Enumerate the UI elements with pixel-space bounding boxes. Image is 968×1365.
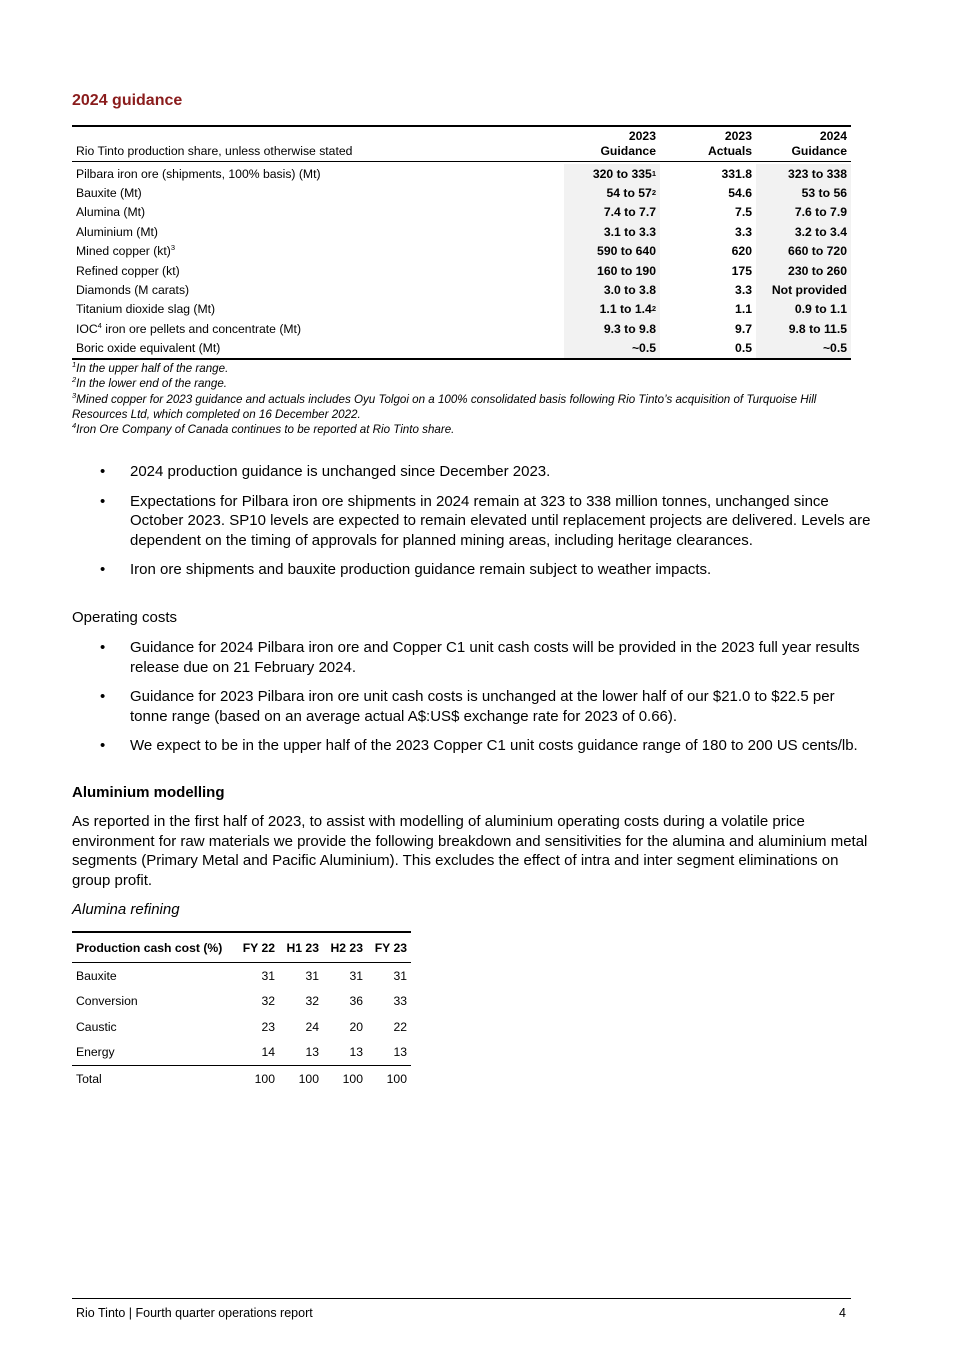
- cell-value: 36: [349, 994, 363, 1009]
- table-body: [72, 162, 851, 360]
- cell-2023-guidance: 320 to 335 1: [564, 164, 660, 183]
- operating-costs-heading: Operating costs: [72, 609, 178, 626]
- footer-title: Rio Tinto | Fourth quarter operations report: [76, 1306, 313, 1320]
- row-label: Conversion: [76, 994, 138, 1009]
- cell-value: 32: [305, 994, 319, 1009]
- footnote-text: Mined copper for 2023 guidance and actuals includes Oyu Tolgoi on a 100% consolidated basis following Rio Tinto’s acquisition of Turquoise Hill Resources Ltd, which completed on 16 December 2022.: [72, 392, 817, 421]
- table-row: [72, 183, 851, 202]
- footnote-number: 2: [72, 375, 77, 385]
- row-label-text: Aluminium (Mt): [76, 224, 158, 239]
- cell-value: 33: [393, 994, 407, 1009]
- cell-2023-actuals: 331.8: [721, 166, 752, 181]
- alumina-header-cell: H1 23: [286, 940, 319, 955]
- footnote-number: 1: [72, 360, 77, 370]
- bullet-item: [72, 462, 872, 482]
- bullet-text: We expect to be in the upper half of the 2023 Copper C1 unit costs guidance range of 180 to 200 US cents/lb.: [130, 737, 858, 754]
- header-line: 2023: [724, 129, 752, 143]
- cell-value: 7.4 to 7.7: [603, 205, 656, 220]
- bullet-text: 2024 production guidance is unchanged since December 2023.: [130, 463, 551, 480]
- header-label: Rio Tinto production share, unless otherwise stated: [76, 144, 353, 158]
- header-line: Guidance: [600, 144, 656, 158]
- cell-2024-guidance: 9.8 to 11.5: [756, 319, 851, 338]
- header-2023-guidance: [564, 129, 660, 161]
- cell-2023-actuals: 175: [731, 263, 752, 278]
- row-label-text: Bauxite (Mt): [76, 186, 142, 201]
- row-label-text: IOC: [76, 321, 98, 336]
- cell-value: 31: [261, 968, 275, 983]
- footnotes: [72, 361, 862, 437]
- row-label: Caustic: [76, 1019, 117, 1034]
- row-label: Total: [76, 1071, 102, 1086]
- table-row: [72, 242, 851, 261]
- cell-value: 100: [386, 1071, 407, 1086]
- cell-2023-actuals: 620: [731, 244, 752, 259]
- table-row: [72, 164, 851, 183]
- footer-rule: [72, 1298, 851, 1299]
- table-row: [72, 261, 851, 280]
- row-label-text: Alumina (Mt): [76, 205, 146, 220]
- header-line: 2023: [628, 129, 656, 143]
- footnote-ref: 3: [170, 243, 175, 253]
- row-label-text: Pilbara iron ore (shipments, 100% basis) (Mt): [76, 166, 321, 181]
- cell-2024-guidance: ~0.5: [756, 339, 851, 358]
- cell-2023-actuals: 3.3: [735, 224, 752, 239]
- footnote-number: 4: [72, 421, 77, 431]
- footnote: [72, 422, 862, 437]
- cell-value: 9.3 to 9.8: [603, 321, 656, 336]
- footnote: [72, 376, 862, 391]
- footnote: [72, 392, 862, 423]
- footnote-text: In the upper half of the range.: [76, 362, 229, 375]
- cell-value: ~0.5: [631, 341, 656, 356]
- table-row: [72, 339, 851, 358]
- table-header-row: [72, 127, 851, 162]
- cell-value: 320 to 335: [592, 166, 652, 181]
- row-label: [72, 186, 564, 200]
- cell-2024-guidance: 230 to 260: [756, 261, 851, 280]
- alumina-table: [72, 931, 411, 1092]
- row-label: [72, 283, 564, 297]
- bullet-text: Guidance for 2024 Pilbara iron ore and Copper C1 unit cash costs will be provided in the 2023 full year results release due on 21 February 2024.: [130, 639, 860, 676]
- table-row: [72, 989, 411, 1015]
- cell-value: 1.1 to 1.4: [599, 302, 652, 317]
- table-row: [72, 203, 851, 222]
- row-label: [72, 264, 564, 278]
- cell-value: 100: [254, 1071, 275, 1086]
- cell-value: 32: [261, 994, 275, 1009]
- bullet-item: [72, 560, 872, 580]
- header-line: Actuals: [707, 144, 752, 158]
- cell-2024-guidance: 323 to 338: [756, 164, 851, 183]
- row-label-text: iron ore pellets and concentrate (Mt): [101, 321, 302, 336]
- cell-2024-guidance: 0.9 to 1.1: [756, 300, 851, 319]
- cell-2023-guidance: 54 to 57 2: [564, 183, 660, 202]
- footnote-number: 3: [72, 390, 77, 400]
- header-2024-guidance: [756, 129, 851, 161]
- cell-value: 3.1 to 3.3: [603, 224, 656, 239]
- cell-2023-actuals: 0.5: [735, 341, 752, 356]
- header-line: Guidance: [791, 144, 847, 158]
- cell-2023-guidance: [564, 261, 660, 280]
- guidance-table: [72, 125, 851, 360]
- table-row: [72, 280, 851, 299]
- cell-2023-guidance: [564, 242, 660, 261]
- alumina-header-cell: H2 23: [330, 940, 363, 955]
- row-label: [72, 302, 564, 316]
- bullet-text: Expectations for Pilbara iron ore shipments in 2024 remain at 323 to 338 million tonnes, unchanged since October 2023. SP10 levels are expected to remain elevated until replacement projects are delivered. Levels are dependent on the timing of approvals for planned mining areas, including heritage clearances.: [130, 492, 871, 549]
- row-label-text: Mined copper (kt): [76, 244, 171, 259]
- operating-costs-bullets: [72, 638, 872, 766]
- table-row: [72, 1066, 411, 1092]
- cell-value: 22: [393, 1019, 407, 1034]
- bullet-marker: •: [100, 688, 106, 705]
- alumina-header-cell: Production cash cost (%): [76, 940, 223, 955]
- table-row: [72, 963, 411, 989]
- cell-value: 13: [349, 1045, 363, 1060]
- alumina-header-row: [72, 931, 411, 963]
- aluminium-heading: Aluminium modelling: [72, 784, 225, 801]
- cell-2023-guidance: [564, 319, 660, 338]
- footnote: [72, 361, 862, 376]
- cell-value: 14: [261, 1045, 275, 1060]
- cell-value: 54 to 57: [606, 186, 652, 201]
- cell-2024-guidance: 53 to 56: [756, 183, 851, 202]
- table-row: [72, 222, 851, 241]
- row-label: Bauxite: [76, 968, 117, 983]
- cell-value: 590 to 640: [597, 244, 656, 259]
- bullet-text: Iron ore shipments and bauxite production guidance remain subject to weather impacts.: [130, 561, 712, 578]
- cell-value: 24: [305, 1019, 319, 1034]
- table-row: [72, 1014, 411, 1040]
- alumina-header-cell: FY 23: [374, 940, 407, 955]
- bullet-marker: •: [100, 492, 106, 510]
- cell-2023-actuals: 1.1: [735, 302, 752, 317]
- bullet-item: [72, 638, 872, 677]
- row-label: [72, 205, 564, 219]
- row-label: Energy: [76, 1045, 115, 1060]
- row-label: [72, 341, 564, 355]
- row-label-text: Diamonds (M carats): [76, 283, 190, 298]
- section-title: 2024 guidance: [72, 92, 183, 109]
- aluminium-paragraph: As reported in the first half of 2023, to assist with modelling of aluminium operating costs during a volatile price environment for raw materials we provide the following breakdown and sensitivities for the alumina and aluminium metal segments (Primary Metal and Pacific Aluminium). This excludes the effect of intra and inter segment eliminations on group profit.: [72, 813, 868, 889]
- footnote-text: In the lower end of the range.: [76, 377, 227, 391]
- cell-2023-actuals: 54.6: [728, 186, 752, 201]
- cell-2023-actuals: 7.5: [735, 205, 752, 220]
- cell-value: 100: [298, 1071, 319, 1086]
- cell-value: 31: [305, 968, 319, 983]
- cell-2024-guidance: 7.6 to 7.9: [756, 203, 851, 222]
- cell-2023-guidance: [564, 339, 660, 358]
- row-label-text: Titanium dioxide slag (Mt): [76, 302, 216, 317]
- bullet-marker: •: [100, 561, 106, 578]
- bullet-marker: •: [100, 639, 106, 656]
- row-label: [72, 167, 564, 181]
- alumina-header-cell: FY 22: [242, 940, 275, 955]
- row-label-text: Boric oxide equivalent (Mt): [76, 341, 221, 356]
- guidance-bullets: [72, 462, 872, 590]
- header-line: 2024: [819, 129, 847, 143]
- bullet-item: [72, 492, 872, 551]
- cell-2024-guidance: 3.2 to 3.4: [756, 222, 851, 241]
- table-row: [72, 300, 851, 319]
- cell-2023-guidance: [564, 203, 660, 222]
- cell-value: 100: [342, 1071, 363, 1086]
- cell-value: 160 to 190: [597, 263, 656, 278]
- cell-2023-guidance: [564, 222, 660, 241]
- alumina-body: [72, 963, 411, 1092]
- cell-value: 31: [349, 968, 363, 983]
- row-label-text: Refined copper (kt): [76, 263, 180, 278]
- row-label: [72, 225, 564, 239]
- row-label: [72, 322, 564, 336]
- bullet-item: [72, 687, 872, 726]
- cell-value: 31: [393, 968, 407, 983]
- header-2023-actuals: [660, 129, 756, 161]
- footnote-text: Iron Ore Company of Canada continues to be reported at Rio Tinto share.: [76, 423, 455, 437]
- cell-value: 13: [305, 1045, 319, 1060]
- table-row: [72, 1040, 411, 1067]
- bullet-item: [72, 736, 872, 756]
- cell-2023-actuals: 3.3: [735, 283, 752, 298]
- table-row: [72, 319, 851, 338]
- cell-2023-guidance: [564, 280, 660, 299]
- cell-value: 20: [349, 1019, 363, 1034]
- cell-2023-actuals: 9.7: [735, 321, 752, 336]
- cell-value: 23: [261, 1019, 275, 1034]
- page-number: 4: [839, 1306, 846, 1320]
- bullet-text: Guidance for 2023 Pilbara iron ore unit cash costs is unchanged at the lower half of our $21.0 to $22.5 per tonne range (based on an average actual A$:US$ exchange rate for 2023 of 0.66).: [130, 688, 835, 725]
- cell-2024-guidance: Not provided: [756, 280, 851, 299]
- bullet-marker: •: [100, 463, 106, 480]
- cell-value: 3.0 to 3.8: [603, 283, 656, 298]
- alumina-heading: Alumina refining: [72, 901, 180, 918]
- footnote-ref: 4: [97, 320, 102, 330]
- cell-value: 13: [393, 1045, 407, 1060]
- bullet-marker: •: [100, 737, 106, 754]
- cell-2023-guidance: 1.1 to 1.4 2: [564, 300, 660, 319]
- row-label: [72, 244, 564, 258]
- cell-2024-guidance: 660 to 720: [756, 242, 851, 261]
